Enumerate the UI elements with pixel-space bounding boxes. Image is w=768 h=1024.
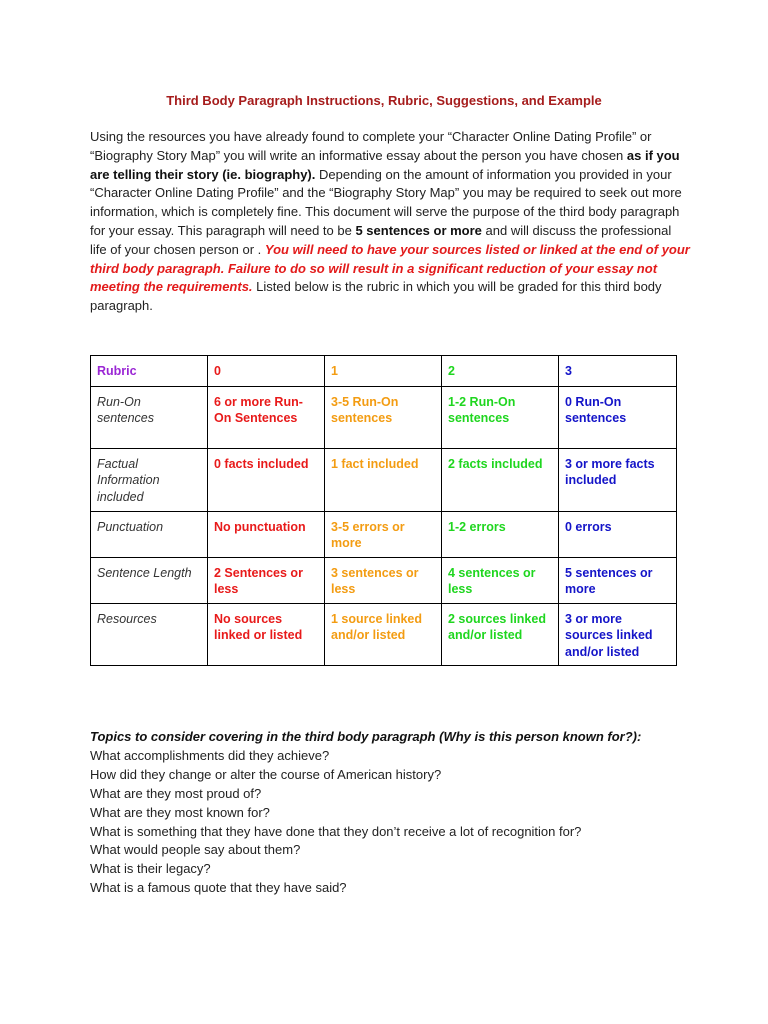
- cell-run-on-2: 1-2 Run-On sentences: [442, 387, 559, 449]
- score-header-2: 2: [442, 356, 559, 387]
- cell-sentence-length-3: 5 sentences or more: [559, 558, 677, 604]
- criterion-facts: Factual Information included: [91, 449, 208, 512]
- cell-resources-2: 2 sources linked and/or listed: [442, 603, 559, 665]
- cell-punctuation-3: 0 errors: [559, 512, 677, 558]
- rubric-row-sentence-length: [91, 558, 677, 604]
- cell-sentence-length-2: 4 sentences or less: [442, 558, 559, 604]
- cell-facts-0: 0 facts included: [208, 449, 325, 512]
- page-title: Third Body Paragraph Instructions, Rubric, Suggestions, and Example: [166, 93, 602, 108]
- cell-facts-1: 1 fact included: [325, 449, 442, 512]
- topics-section: [90, 728, 710, 898]
- rubric-row-facts: [91, 449, 677, 512]
- intro-warning: You will need to have your sources listed or linked at the end of your third body paragraph. Failure to do so will result in a significant reduction of your essay not meeting the requirements.: [90, 241, 690, 295]
- rubric-table: [90, 355, 677, 666]
- cell-run-on-3: 0 Run-On sentences: [559, 387, 677, 449]
- cell-resources-3: 3 or more sources linked and/or listed: [559, 603, 677, 665]
- intro-text-2: Depending on the amount of information you provided in your “Character Online Dating Profile” and the “Biography Story Map” you may be required to seek out more information, which is completely fine. This document will serve the purpose of the third body paragraph for your essay. This paragraph will need to be: [90, 166, 682, 238]
- intro-paragraph: [90, 128, 690, 316]
- topic-question: What are they most known for?: [90, 804, 270, 820]
- topic-question: What is a famous quote that they have said?: [90, 880, 347, 896]
- cell-resources-0: No sources linked or listed: [208, 603, 325, 665]
- topics-heading: Topics to consider covering in the third body paragraph (Why is this person known for?):: [90, 729, 642, 744]
- cell-punctuation-2: 1-2 errors: [442, 512, 559, 558]
- cell-run-on-0: 6 or more Run-On Sentences: [208, 387, 325, 449]
- topic-question: What are they most proud of?: [90, 785, 262, 801]
- rubric-row-punctuation: [91, 512, 677, 558]
- rubric-row-resources: [91, 603, 677, 665]
- topic-question: What is something that they have done that they don’t receive a lot of recognition for?: [90, 823, 582, 839]
- cell-punctuation-1: 3-5 errors or more: [325, 512, 442, 558]
- cell-sentence-length-1: 3 sentences or less: [325, 558, 442, 604]
- criterion-resources: Resources: [91, 603, 208, 665]
- cell-facts-2: 2 facts included: [442, 449, 559, 512]
- topic-question: How did they change or alter the course of American history?: [90, 766, 442, 782]
- topic-question: What is their legacy?: [90, 861, 211, 877]
- rubric-header-row: [91, 356, 677, 387]
- cell-run-on-1: 3-5 Run-On sentences: [325, 387, 442, 449]
- criterion-sentence-length: Sentence Length: [91, 558, 208, 604]
- intro-text-3: and will discuss the professional life of your chosen person or .: [90, 222, 672, 257]
- rubric-header-label: Rubric: [91, 356, 208, 387]
- score-header-0: 0: [208, 356, 325, 387]
- score-header-1: 1: [325, 356, 442, 387]
- intro-text-1: Using the resources you have already found to complete your “Character Online Dating Profile” or “Biography Story Map” you will write an informative essay about the person you have chosen: [90, 129, 652, 163]
- intro-bold-biography: as if you are telling their story (ie. biography).: [90, 147, 680, 182]
- rubric-row-run-on: [91, 387, 677, 449]
- intro-text-4: Listed below is the rubric in which you will be graded for this third body paragraph.: [90, 279, 662, 314]
- intro-bold-sentence-count: 5 sentences or more: [355, 222, 482, 238]
- cell-punctuation-0: No punctuation: [208, 512, 325, 558]
- topic-question: What accomplishments did they achieve?: [90, 747, 330, 763]
- score-header-3: 3: [559, 356, 677, 387]
- criterion-run-on: Run-On sentences: [91, 387, 208, 449]
- cell-facts-3: 3 or more facts included: [559, 449, 677, 512]
- topic-question: What would people say about them?: [90, 842, 301, 858]
- criterion-punctuation: Punctuation: [91, 512, 208, 558]
- cell-sentence-length-0: 2 Sentences or less: [208, 558, 325, 604]
- cell-resources-1: 1 source linked and/or listed: [325, 603, 442, 665]
